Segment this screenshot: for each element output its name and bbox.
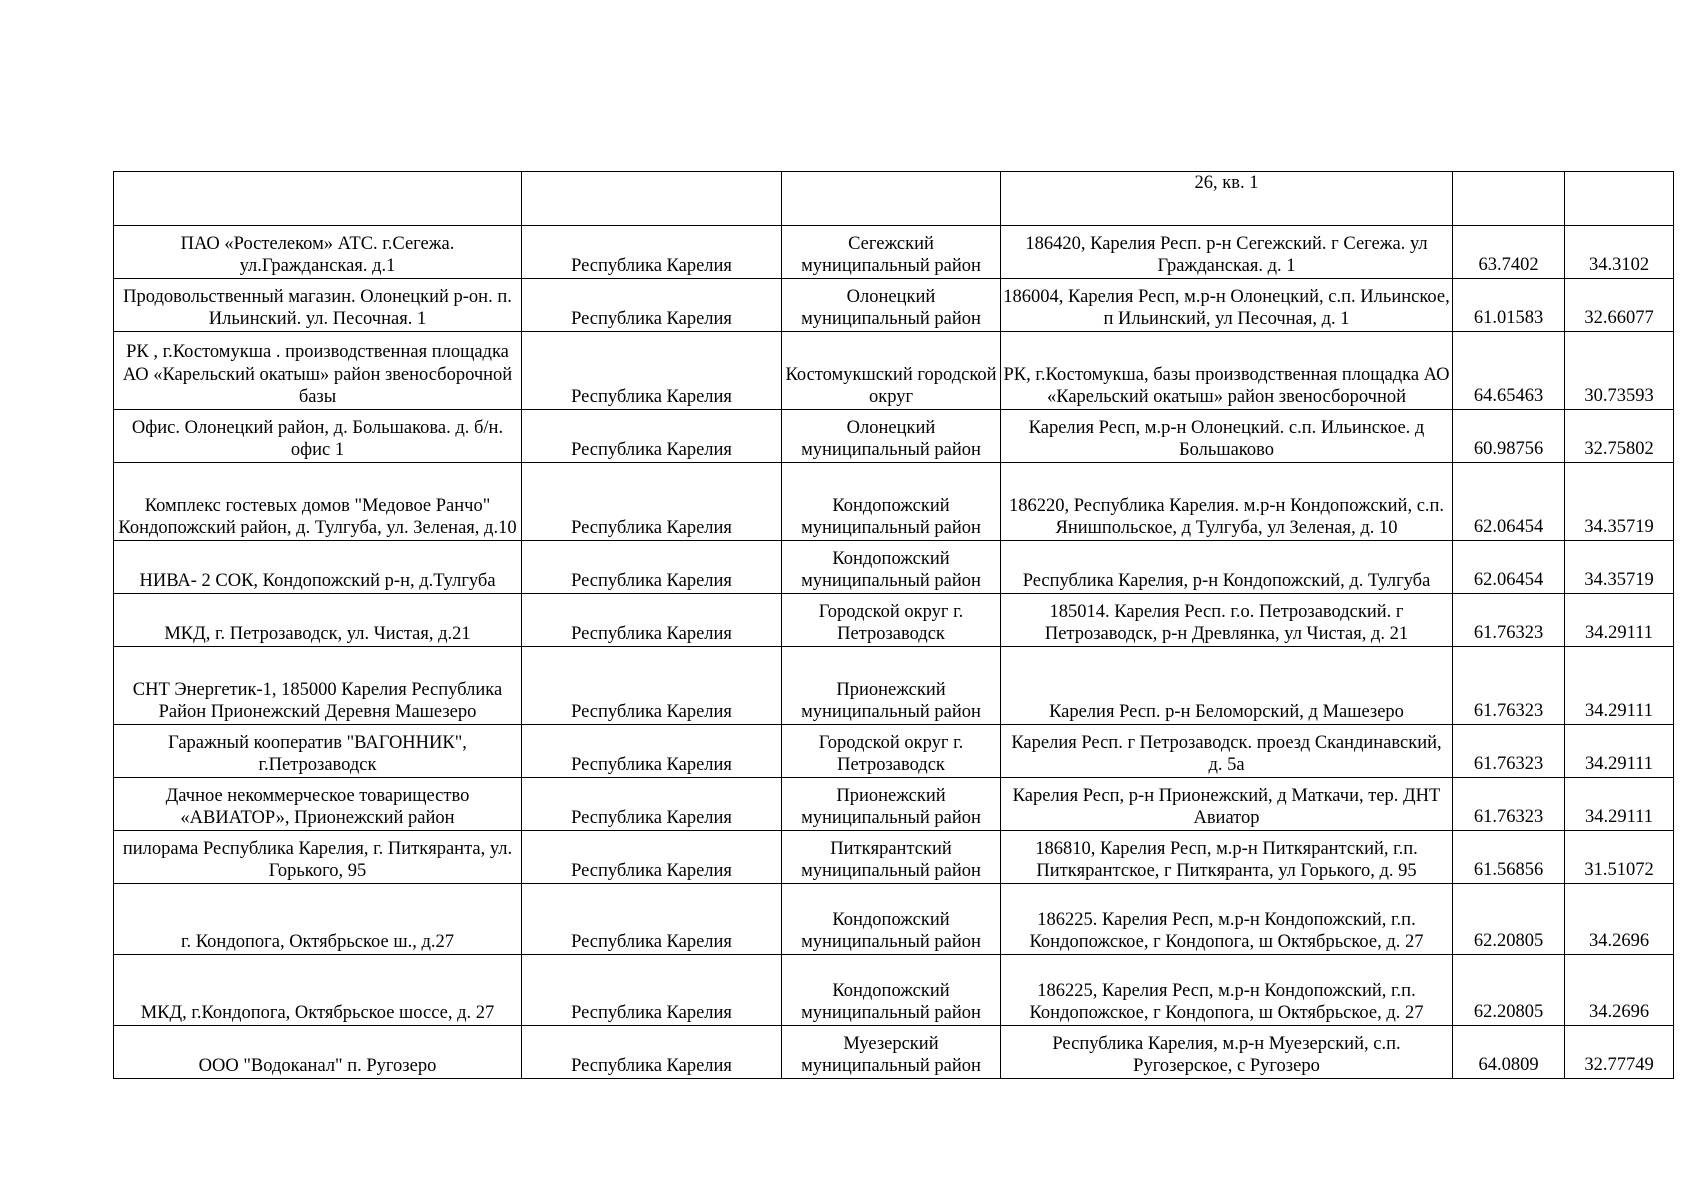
address-cell: Республика Карелия, р-н Кондопожский, д. Тулгуба (1001, 541, 1453, 594)
longitude-cell: 32.66077 (1565, 279, 1674, 332)
object-name-cell: Продовольственный магазин. Олонецкий р-он. п. Ильинский. ул. Песочная. 1 (114, 279, 522, 332)
table-row (114, 594, 1674, 647)
longitude-cell: 34.29111 (1565, 725, 1674, 778)
table-row (114, 831, 1674, 884)
region-cell: Республика Карелия (522, 594, 782, 647)
region-cell: Республика Карелия (522, 410, 782, 463)
object-name-cell: Дачное некоммерческое товарищество «АВИАТОР», Прионежский район (114, 778, 522, 831)
municipality-cell: Городской округ г. Петрозаводск (782, 594, 1001, 647)
municipality-cell: Сегежский муниципальный район (782, 226, 1001, 279)
latitude-cell: 61.56856 (1453, 831, 1565, 884)
latitude-cell: 62.06454 (1453, 463, 1565, 541)
region-cell: Республика Карелия (522, 831, 782, 884)
region-cell: Республика Карелия (522, 226, 782, 279)
address-cell: Карелия Респ. р-н Беломорский, д Машезеро (1001, 647, 1453, 725)
region-cell: Республика Карелия (522, 279, 782, 332)
longitude-cell: 34.29111 (1565, 594, 1674, 647)
region-cell: Республика Карелия (522, 955, 782, 1026)
address-cell: 186810, Карелия Респ, м.р-н Питкярантский, г.п. Питкярантское, г Питкяранта, ул Горького, д. 95 (1001, 831, 1453, 884)
table-row (114, 778, 1674, 831)
address-cell: Карелия Респ, р-н Прионежский, д Маткачи, тер. ДНТ Авиатор (1001, 778, 1453, 831)
object-name-cell: СНТ Энергетик-1, 185000 Карелия Республика Район Прионежский Деревня Машезеро (114, 647, 522, 725)
latitude-cell: 62.20805 (1453, 955, 1565, 1026)
region-cell: Республика Карелия (522, 884, 782, 955)
object-name-cell: МКД, г. Петрозаводск, ул. Чистая, д.21 (114, 594, 522, 647)
municipality-cell: Муезерский муниципальный район (782, 1026, 1001, 1079)
locations-table (113, 171, 1674, 1079)
municipality-cell: Кондопожский муниципальный район (782, 541, 1001, 594)
latitude-cell: 61.76323 (1453, 594, 1565, 647)
latitude-cell: 61.76323 (1453, 647, 1565, 725)
longitude-cell: 31.51072 (1565, 831, 1674, 884)
table-row (114, 725, 1674, 778)
address-cell: 26, кв. 1 (1001, 172, 1453, 226)
object-name-cell: Гаражный кооператив "ВАГОННИК", г.Петрозаводск (114, 725, 522, 778)
latitude-cell: 62.20805 (1453, 884, 1565, 955)
address-cell: 186004, Карелия Респ, м.р-н Олонецкий, с.п. Ильинское, п Ильинский, ул Песочная, д. 1 (1001, 279, 1453, 332)
table-row (114, 884, 1674, 955)
latitude-cell (1453, 172, 1565, 226)
table-row (114, 172, 1674, 226)
address-cell: Карелия Респ. г Петрозаводск. проезд Скандинавский, д. 5а (1001, 725, 1453, 778)
municipality-cell: Олонецкий муниципальный район (782, 410, 1001, 463)
latitude-cell: 64.0809 (1453, 1026, 1565, 1079)
object-name-cell: МКД, г.Кондопога, Октябрьское шоссе, д. 27 (114, 955, 522, 1026)
table-row (114, 279, 1674, 332)
longitude-cell: 34.35719 (1565, 463, 1674, 541)
latitude-cell: 62.06454 (1453, 541, 1565, 594)
object-name-cell (114, 172, 522, 226)
table-row (114, 955, 1674, 1026)
table-row (114, 463, 1674, 541)
longitude-cell: 34.29111 (1565, 647, 1674, 725)
region-cell: Республика Карелия (522, 541, 782, 594)
object-name-cell: ООО "Водоканал" п. Ругозеро (114, 1026, 522, 1079)
region-cell: Республика Карелия (522, 725, 782, 778)
table-row (114, 332, 1674, 410)
object-name-cell: пилорама Республика Карелия, г. Питкяранта, ул. Горького, 95 (114, 831, 522, 884)
object-name-cell: г. Кондопога, Октябрьское ш., д.27 (114, 884, 522, 955)
longitude-cell: 34.2696 (1565, 884, 1674, 955)
municipality-cell: Питкярантский муниципальный район (782, 831, 1001, 884)
region-cell: Республика Карелия (522, 332, 782, 410)
region-cell (522, 172, 782, 226)
address-cell: Карелия Респ, м.р-н Олонецкий. с.п. Ильинское. д Большаково (1001, 410, 1453, 463)
latitude-cell: 60.98756 (1453, 410, 1565, 463)
region-cell: Республика Карелия (522, 463, 782, 541)
municipality-cell: Костомукшский городской округ (782, 332, 1001, 410)
table-row (114, 647, 1674, 725)
address-cell: 186420, Карелия Респ. р-н Сегежский. г Сегежа. ул Гражданская. д. 1 (1001, 226, 1453, 279)
object-name-cell: НИВА- 2 СОК, Кондопожский р-н, д.Тулгуба (114, 541, 522, 594)
municipality-cell: Кондопожский муниципальный район (782, 955, 1001, 1026)
longitude-cell (1565, 172, 1674, 226)
municipality-cell (782, 172, 1001, 226)
longitude-cell: 34.29111 (1565, 778, 1674, 831)
address-cell: 186225, Карелия Респ, м.р-н Кондопожский, г.п. Кондопожское, г Кондопога, ш Октябрьское, д. 27 (1001, 955, 1453, 1026)
object-name-cell: ПАО «Ростелеком» АТС. г.Сегежа. ул.Гражданская. д.1 (114, 226, 522, 279)
region-cell: Республика Карелия (522, 778, 782, 831)
latitude-cell: 61.76323 (1453, 725, 1565, 778)
longitude-cell: 34.35719 (1565, 541, 1674, 594)
object-name-cell: РК , г.Костомукша . производственная площадка АО «Карельский окатыш» район звеносборочной базы (114, 332, 522, 410)
longitude-cell: 34.2696 (1565, 955, 1674, 1026)
region-cell: Республика Карелия (522, 647, 782, 725)
longitude-cell: 32.75802 (1565, 410, 1674, 463)
table-row (114, 541, 1674, 594)
longitude-cell: 30.73593 (1565, 332, 1674, 410)
municipality-cell: Прионежский муниципальный район (782, 778, 1001, 831)
municipality-cell: Городской округ г. Петрозаводск (782, 725, 1001, 778)
region-cell: Республика Карелия (522, 1026, 782, 1079)
table-row (114, 226, 1674, 279)
latitude-cell: 61.01583 (1453, 279, 1565, 332)
address-cell: 186220, Республика Карелия. м.р-н Кондопожский, с.п. Янишпольское, д Тулгуба, ул Зеленая, д. 10 (1001, 463, 1453, 541)
latitude-cell: 61.76323 (1453, 778, 1565, 831)
municipality-cell: Олонецкий муниципальный район (782, 279, 1001, 332)
table-row (114, 410, 1674, 463)
municipality-cell: Кондопожский муниципальный район (782, 463, 1001, 541)
latitude-cell: 63.7402 (1453, 226, 1565, 279)
municipality-cell: Кондопожский муниципальный район (782, 884, 1001, 955)
address-cell: РК, г.Костомукша, базы производственная площадка АО «Карельский окатыш» район звеносборочной (1001, 332, 1453, 410)
longitude-cell: 34.3102 (1565, 226, 1674, 279)
address-cell: Республика Карелия, м.р-н Муезерский, с.п. Ругозерское, с Ругозеро (1001, 1026, 1453, 1079)
table-row (114, 1026, 1674, 1079)
object-name-cell: Офис. Олонецкий район, д. Большакова. д. б/н. офис 1 (114, 410, 522, 463)
address-cell: 186225. Карелия Респ, м.р-н Кондопожский, г.п. Кондопожское, г Кондопога, ш Октябрьское, д. 27 (1001, 884, 1453, 955)
address-cell: 185014. Карелия Респ. г.о. Петрозаводский. г Петрозаводск, р-н Древлянка, ул Чистая, д. 21 (1001, 594, 1453, 647)
object-name-cell: Комплекс гостевых домов "Медовое Ранчо" Кондопожский район, д. Тулгуба, ул. Зеленая, д.10 (114, 463, 522, 541)
latitude-cell: 64.65463 (1453, 332, 1565, 410)
longitude-cell: 32.77749 (1565, 1026, 1674, 1079)
municipality-cell: Прионежский муниципальный район (782, 647, 1001, 725)
